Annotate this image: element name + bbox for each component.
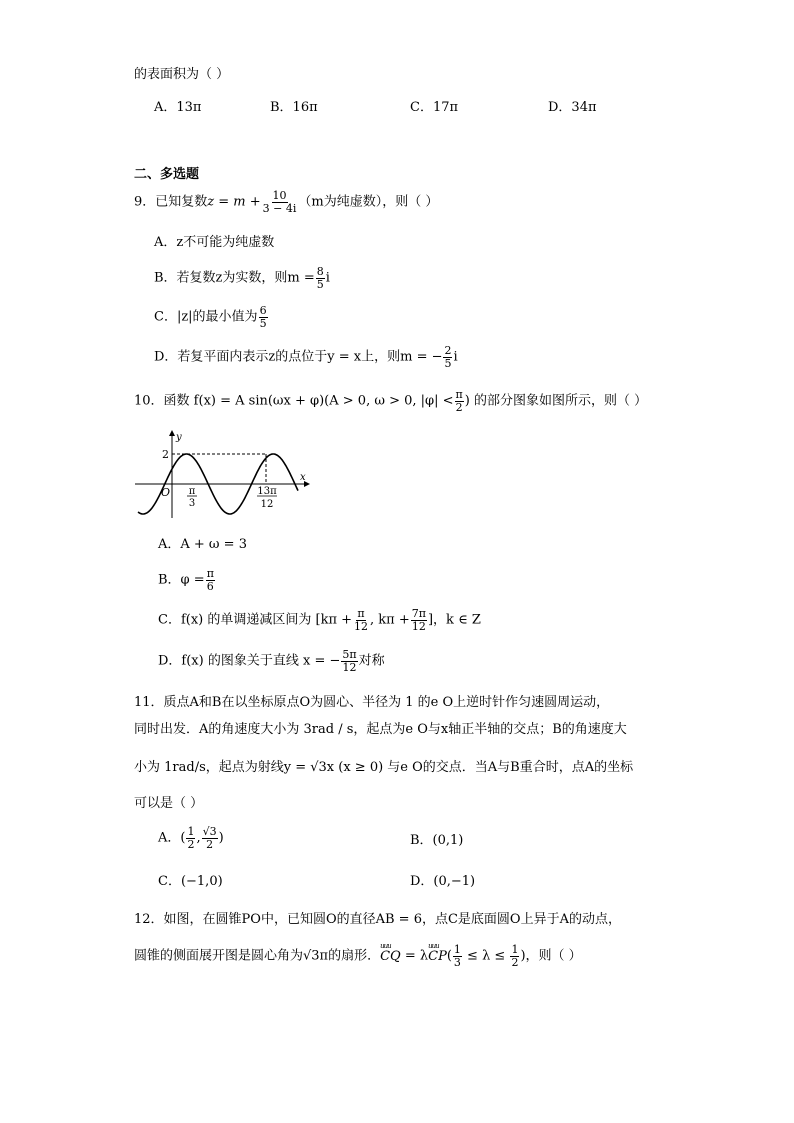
tick2-den: 12 [260, 499, 274, 510]
tick1-num: π [188, 486, 196, 497]
q9-number: 9． [134, 194, 156, 210]
q9-option-c: C．|z|的最小值为 $\frac{6}{5}$ [154, 304, 267, 330]
q9-option-b: B．若复数z为实数，则m = $\frac{8}{5}$ i [154, 265, 330, 291]
tick2-num: 13π [257, 486, 277, 497]
peak-value-label: 2 [162, 448, 169, 461]
q9-fraction: $\frac{10}{3 - 4i}$ [262, 189, 297, 215]
q11-line-4: 可以是（ ） [134, 796, 204, 811]
q8-stem-tail: 的表面积为（ ） [134, 67, 230, 82]
q11-option-b: B．(0,1) [410, 833, 464, 848]
q10-option-d: D．f(x) 的图象关于直线 x = − $\frac{5\pi}{12}$ 对称 [158, 648, 385, 674]
q11-option-a: A．( $\frac{1}{2}$ , $\frac{√3}{2}$ ) [158, 825, 224, 851]
y-axis-arrow [169, 430, 175, 436]
q11-line-1: 11．质点A和B在以坐标原点O为圆心、半径为 1 的e O上逆时针作匀速圆周运动， [134, 695, 610, 710]
q8-option-b: B．16π [270, 100, 318, 115]
q8-option-a: A．13π [154, 100, 202, 115]
section-title: 二、多选题 [134, 167, 200, 182]
vector-cp: uuu CP [428, 950, 447, 963]
q9-option-a: A．z不可能为纯虚数 [154, 235, 275, 250]
q10-option-b: B．φ = $\frac{\pi}{6}$ [158, 567, 214, 593]
x-axis-label: x [300, 472, 306, 483]
q12-line-1: 12．如图，在圆锥PO中，已知圆O的直径AB = 6，点C是底面圆O上异于A的动点， [134, 912, 621, 927]
q8-option-d: D．34π [548, 100, 597, 115]
q8-option-c: C．17π [410, 100, 459, 115]
q10-option-c: C．f(x) 的单调递减区间为 [kπ + $\frac{\pi}{12}$ , kπ + $\frac{7\pi}{12}$ ]，k ∈ Z [158, 607, 481, 633]
q11-line-3: 小为 1rad/s，起点为射线y = √3x (x ≥ 0) 与e O的交点．当A与B重合时，点A的坐标 [134, 760, 634, 775]
q9-option-d: D．若复平面内表示z的点位于y = x上，则m = − $\frac{2}{5}$ i [154, 344, 458, 370]
q10-sine-graph [130, 428, 310, 520]
q12-line-2: 圆锥的侧面展开图是圆心角为√3π的扇形．uuu CQ = λuuu CP( $\frac{1}{3}$ ≤ λ ≤ $\frac{1}{2}$ )，则（ ） [134, 944, 582, 968]
q10-stem: 10．函数 f(x) = A sin(ωx + φ)(A > 0, ω > 0, |φ| < $\frac{\pi}{2}$ ) 的部分图象如图所示，则（ ） [134, 388, 648, 414]
q9-stem: 9．已知复数z = m + $\frac{10}{3 - 4i}$ （m为纯虚数），则（ ） [134, 189, 439, 215]
tick1-den: 3 [188, 498, 196, 509]
y-axis-label: y [176, 432, 182, 443]
q10-number: 10． [134, 393, 164, 409]
vector-cq: uuu CQ [380, 950, 401, 963]
q11-option-c: C．(−1,0) [158, 874, 223, 889]
origin-label: O [161, 486, 171, 499]
q11-line-2: 同时出发．A的角速度大小为 3rad / s，起点为e O与x轴正半轴的交点；B的角速度大 [134, 722, 627, 737]
q11-option-d: D．(0,−1) [410, 874, 476, 889]
q10-option-a: A．A + ω = 3 [158, 537, 247, 552]
